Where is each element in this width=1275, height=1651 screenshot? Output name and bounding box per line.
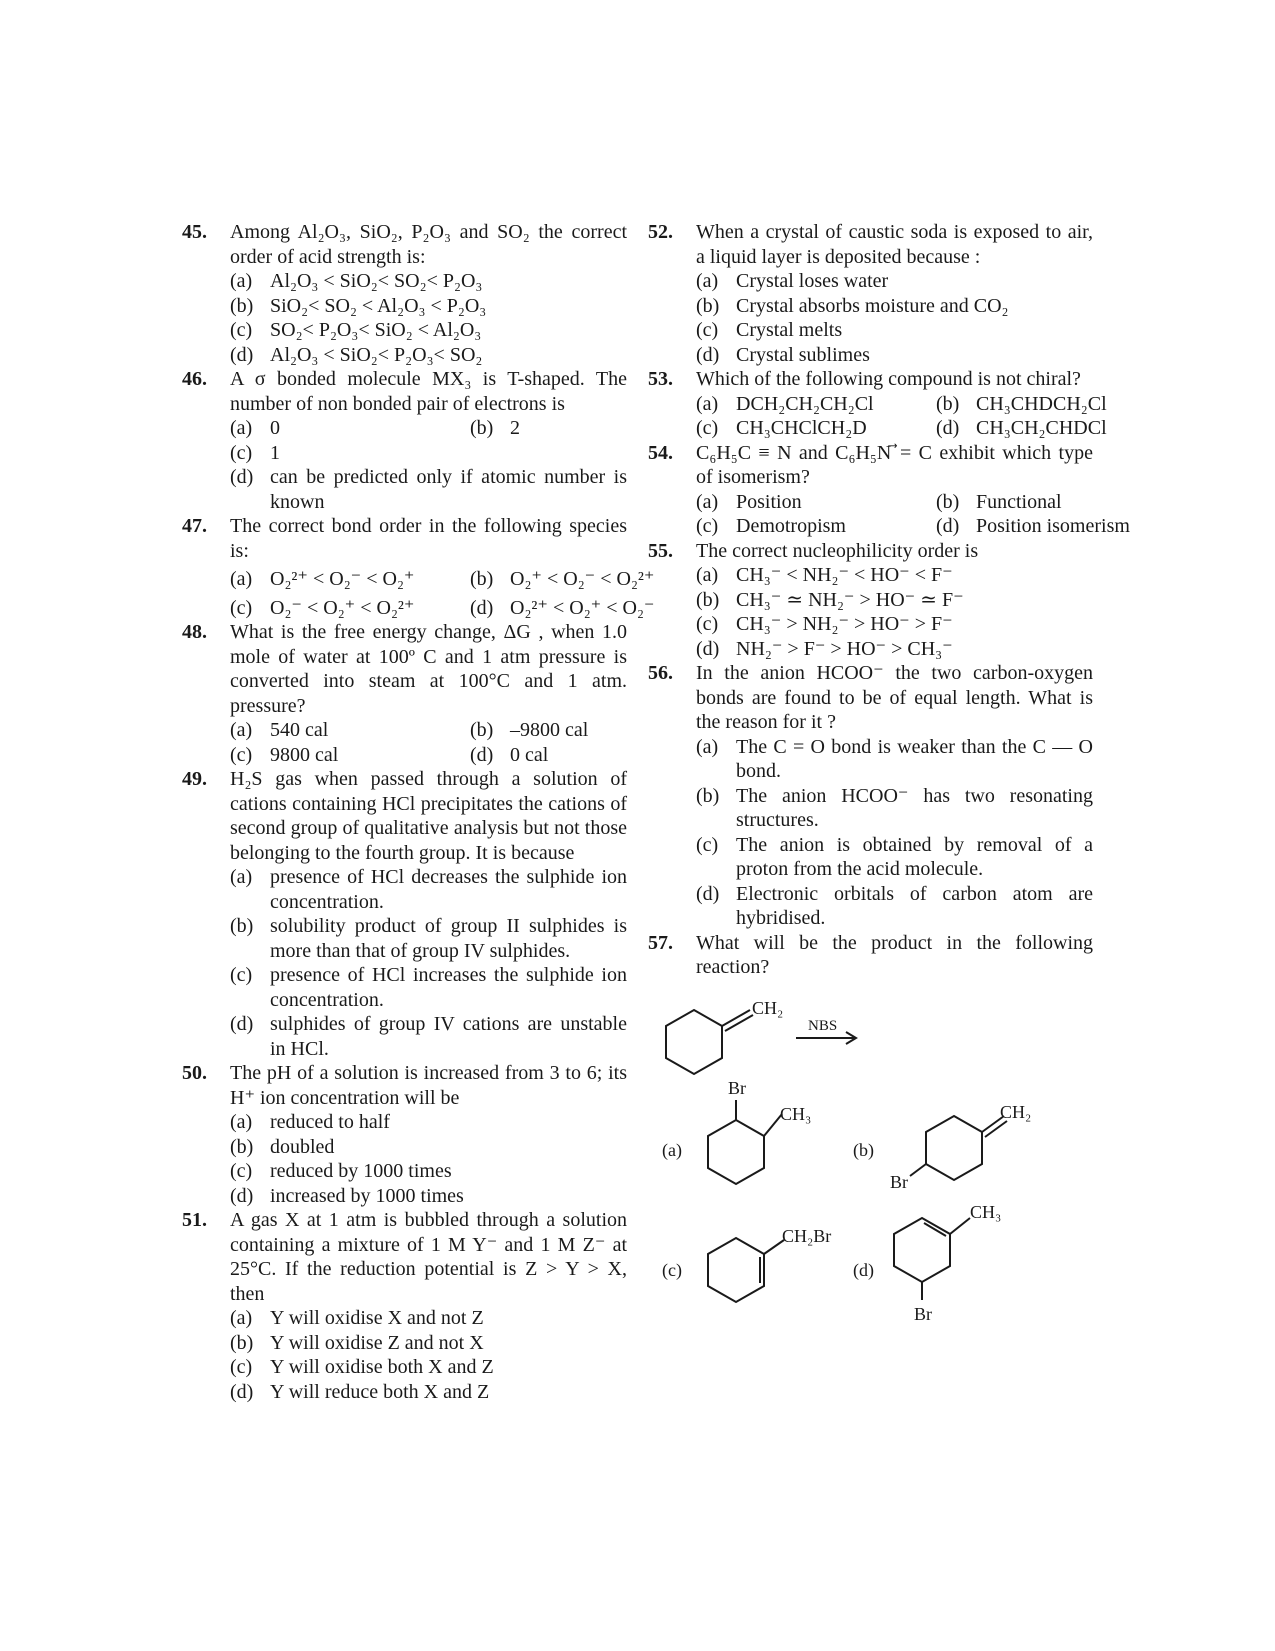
question-stem: A gas X at 1 atm is bubbled through a solution containing a mixture of 1 M Y⁻ and 1 M Z⁻ at 25°C. If the reduction potential is Z > Y > X, then bbox=[230, 1209, 627, 1305]
option-b: (b) CH₃⁻ ≃ NH₂⁻ > HO⁻ ≃ F⁻ bbox=[696, 588, 964, 611]
option-c: (c) SO₂< P₂O₃< SiO₂ < Al₂O₃ bbox=[230, 319, 482, 341]
option-d-structure bbox=[894, 1218, 970, 1300]
option-c: (c) CH₃CHClCH₂D bbox=[696, 417, 867, 439]
question-number: 56. bbox=[648, 662, 673, 684]
question-number: 51. bbox=[182, 1209, 207, 1231]
option-a: (a) CH₃⁻ < NH₂⁻ < HO⁻ < F⁻ bbox=[696, 564, 953, 586]
question-stem: C₆H₅C ≡ N and C₆H₅N ⃗= C exhibit which type of isomerism? bbox=[696, 441, 1093, 488]
option-c: (c) CH₃⁻ > NH₂⁻ > HO⁻ > F⁻ bbox=[696, 613, 953, 635]
question-57 bbox=[648, 931, 1093, 1333]
option-b: (b) Y will oxidise Z and not X bbox=[230, 1331, 484, 1354]
option-b: (b) SiO₂< SO₂ < Al₂O₃ < P₂O₃ bbox=[230, 294, 487, 317]
label-ch3: CH₃ bbox=[970, 1201, 1002, 1222]
reagent-label: NBS bbox=[808, 1017, 838, 1034]
option-b-structure bbox=[910, 1116, 1007, 1180]
option-d: (d) Position isomerism bbox=[936, 515, 1130, 537]
question-stem: The pH of a solution is increased from 3 to 6; its H⁺ ion concentration will be bbox=[230, 1062, 627, 1109]
question-stem: The correct bond order in the following species is: bbox=[230, 515, 627, 562]
option-c: (c) 9800 cal bbox=[230, 743, 339, 766]
option-c: (c) O₂⁻ < O₂⁺ < O₂²⁺ bbox=[230, 596, 415, 619]
question-stem: What will be the product in the following reaction? bbox=[696, 931, 1093, 978]
option-b: (b) Crystal absorbs moisture and CO₂ bbox=[696, 294, 1009, 317]
option-a: (a) The C = O bond is weaker than the C — O bond. bbox=[696, 735, 1093, 782]
option-b: (b) doubled bbox=[230, 1135, 335, 1158]
question-number: 47. bbox=[182, 515, 207, 537]
option-d: (d) O₂²⁺ < O₂⁺ < O₂⁻ bbox=[470, 596, 655, 619]
left-column bbox=[182, 220, 655, 1404]
question-51 bbox=[182, 1208, 627, 1404]
option-b: (b) 2 bbox=[470, 417, 520, 439]
option-a: (a) Al₂O₃ < SiO₂< SO₂< P₂O₃ bbox=[230, 270, 483, 292]
option-c-letter: (c) bbox=[662, 1259, 682, 1280]
option-d: (d) NH₂⁻ > F⁻ > HO⁻ > CH₃⁻ bbox=[696, 637, 953, 660]
question-stem: What is the free energy change, ΔG , when 1.0 mole of water at 100º C and 1 atm pressure is converted into steam at 100°C and 1 atm. pressure? bbox=[230, 621, 627, 717]
question-48 bbox=[182, 620, 627, 767]
question-number: 46. bbox=[182, 368, 207, 390]
option-b: (b) Functional bbox=[936, 490, 1062, 513]
option-b: (b) The anion HCOO⁻ has two resonating structures. bbox=[696, 784, 1093, 831]
option-a-structure bbox=[708, 1100, 782, 1184]
label-ch2: CH₂ bbox=[1000, 1101, 1032, 1122]
option-b: (b) O₂⁺ < O₂⁻ < O₂²⁺ bbox=[470, 568, 655, 590]
question-number: 55. bbox=[648, 539, 673, 562]
question-stem: H₂S gas when passed through a solution of cations containing HCl precipitates the cations of second group of qualitative analysis but not those belonging to the fourth group. It is because bbox=[230, 768, 627, 864]
option-c: (c) 1 bbox=[230, 441, 280, 464]
option-a-letter: (a) bbox=[662, 1139, 682, 1160]
question-number: 53. bbox=[648, 368, 673, 390]
option-c: (c) The anion is obtained by removal of a proton from the acid molecule. bbox=[696, 833, 1093, 880]
option-a: (a) presence of HCl decreases the sulphide ion concentration. bbox=[230, 866, 627, 913]
question-47 bbox=[182, 514, 655, 620]
option-a: (a) DCH₂CH₂CH₂Cl bbox=[696, 392, 874, 415]
option-b: (b) –9800 cal bbox=[470, 719, 589, 741]
question-number: 48. bbox=[182, 621, 207, 643]
label-br: Br bbox=[890, 1171, 908, 1192]
option-a: (a) Crystal loses water bbox=[696, 270, 889, 292]
option-c: (c) Y will oxidise both X and Z bbox=[230, 1356, 494, 1378]
question-stem: A σ bonded molecule MX₃ is T-shaped. The number of non bonded pair of electrons is bbox=[230, 368, 627, 415]
question-49 bbox=[182, 767, 627, 1061]
question-54 bbox=[648, 441, 1130, 539]
option-d: (d) Y will reduce both X and Z bbox=[230, 1380, 490, 1403]
question-stem: In the anion HCOO⁻ the two carbon-oxygen bonds are found to be of equal length. What is the reason for it ? bbox=[696, 662, 1093, 733]
option-d: (d) increased by 1000 times bbox=[230, 1184, 464, 1207]
option-a: (a) Position bbox=[696, 490, 802, 513]
option-a: (a) Y will oxidise X and not Z bbox=[230, 1307, 484, 1329]
question-stem: Among Al₂O₃, SiO₂, P₂O₃ and SO₂ the correct order of acid strength is: bbox=[230, 221, 627, 268]
option-b: (b) solubility product of group II sulphides is more than that of group IV sulphides. bbox=[230, 915, 627, 962]
option-a: (a) 0 bbox=[230, 417, 280, 439]
question-number: 57. bbox=[648, 931, 673, 954]
label-ch3: CH₃ bbox=[780, 1103, 812, 1124]
option-c: (c) presence of HCl increases the sulphide ion concentration. bbox=[230, 964, 627, 1011]
question-number: 49. bbox=[182, 768, 207, 790]
question-52 bbox=[648, 220, 1093, 367]
label-ch2br: CH₂Br bbox=[782, 1225, 832, 1246]
question-53 bbox=[648, 367, 1107, 441]
question-number: 54. bbox=[648, 441, 673, 464]
option-b-letter: (b) bbox=[853, 1139, 874, 1160]
option-a: (a) O₂²⁺ < O₂⁻ < O₂⁺ bbox=[230, 568, 415, 590]
question-50 bbox=[182, 1061, 627, 1208]
option-d: (d) Electronic orbitals of carbon atom are hybridised. bbox=[696, 882, 1093, 929]
option-d: (d) sulphides of group IV cations are unstable in HCl. bbox=[230, 1013, 627, 1060]
option-d: (d) Al₂O₃ < SiO₂< P₂O₃< SO₂ bbox=[230, 343, 483, 366]
question-number: 52. bbox=[648, 221, 673, 243]
option-c-structure bbox=[708, 1238, 784, 1302]
reactant-structure bbox=[666, 1010, 753, 1074]
question-55 bbox=[648, 539, 1093, 662]
option-c: (c) Demotropism bbox=[696, 515, 846, 537]
option-d: (d) CH₃CH₂CHDCl bbox=[936, 417, 1107, 439]
option-d: (d) can be predicted only if atomic number is known bbox=[230, 466, 627, 513]
question-number: 50. bbox=[182, 1062, 207, 1084]
reactant-label: CH₂ bbox=[752, 997, 784, 1018]
label-br: Br bbox=[914, 1303, 932, 1324]
question-46 bbox=[182, 367, 627, 514]
question-stem: Which of the following compound is not chiral? bbox=[696, 368, 1081, 390]
option-a: (a) 540 cal bbox=[230, 719, 329, 741]
question-stem: The correct nucleophilicity order is bbox=[696, 539, 979, 562]
option-b: (b) CH₃CHDCH₂Cl bbox=[936, 392, 1107, 415]
question-stem: When a crystal of caustic soda is exposed to air, a liquid layer is deposited because : bbox=[696, 221, 1093, 268]
option-d: (d) 0 cal bbox=[470, 743, 549, 766]
option-d: (d) Crystal sublimes bbox=[696, 343, 870, 366]
question-56 bbox=[648, 661, 1093, 931]
reaction-figure bbox=[648, 986, 1068, 1326]
option-c: (c) reduced by 1000 times bbox=[230, 1160, 452, 1182]
option-c: (c) Crystal melts bbox=[696, 319, 843, 341]
option-a: (a) reduced to half bbox=[230, 1111, 390, 1133]
question-45 bbox=[182, 220, 627, 367]
label-br: Br bbox=[728, 1077, 746, 1098]
option-d-letter: (d) bbox=[853, 1259, 874, 1280]
question-number: 45. bbox=[182, 221, 207, 243]
right-column bbox=[648, 220, 1130, 1332]
